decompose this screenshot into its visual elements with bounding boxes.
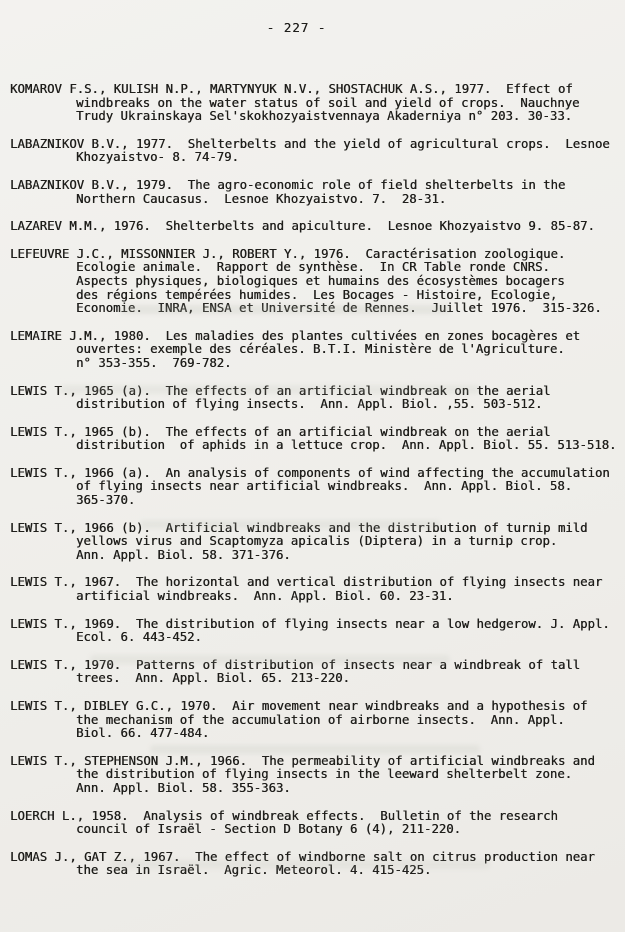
reference-entry <box>10 851 623 878</box>
reference-line: the mechanism of the accumulation of airborne insects. Ann. Appl. <box>76 712 565 727</box>
reference-line: the sea in Israël. Agric. Meteorol. 4. 415-425. <box>76 863 432 878</box>
reference-line: LEWIS T., STEPHENSON J.M., 1966. The permeability of artificial windbreaks and <box>10 753 595 768</box>
reference-entry <box>10 810 623 837</box>
reference-line: LEWIS T., 1970. Patterns of distribution of insects near a windbreak of tall <box>10 657 581 672</box>
reference-line: yellows virus and Scaptomyza apicalis (Diptera) in a turnip crop. <box>76 534 558 549</box>
reference-line: n° 353-355. 769-782. <box>76 355 232 370</box>
reference-line: KOMAROV F.S., KULISH N.P., MARTYNYUK N.V., SHOSTACHUK A.S., 1977. Effect of <box>10 82 573 96</box>
reference-entry <box>10 700 623 741</box>
reference-line: Northern Caucasus. Lesnoe Khozyaistvo. 7. 28-31. <box>76 191 447 206</box>
reference-entry <box>10 385 623 412</box>
reference-line: of flying insects near artificial windbreaks. Ann. Appl. Biol. 58. <box>76 479 573 494</box>
reference-line: LEWIS T., 1967. The horizontal and vertical distribution of flying insects near <box>10 575 603 590</box>
reference-entry <box>10 330 623 371</box>
reference-line: LEWIS T., 1966 (a). An analysis of components of wind affecting the accumulation <box>10 465 610 480</box>
reference-line: Trudy Ukrainskaya Sel'skokhozyaistvennaya Akaderniya n° 203. 30-33. <box>76 109 573 124</box>
reference-line: Aspects physiques, biologiques et humains des écosystèmes bocagers <box>76 273 565 288</box>
reference-entry <box>10 426 623 453</box>
reference-line: Ecologie animale. Rapport de synthèse. In CR Table ronde CNRS. <box>76 260 550 275</box>
reference-line: windbreaks on the water status of soil and yield of crops. Nauchnye <box>76 95 580 110</box>
reference-entry <box>10 576 623 603</box>
reference-line: distribution of aphids in a lettuce crop. Ann. Appl. Biol. 55. 513-518. <box>76 438 617 453</box>
reference-line: trees. Ann. Appl. Biol. 65. 213-220. <box>76 671 350 686</box>
reference-line: LABAZNIKOV B.V., 1979. The agro-economic role of field shelterbelts in the <box>10 177 566 192</box>
reference-entry <box>10 618 623 645</box>
reference-line: LEWIS T., 1965 (b). The effects of an artificial windbreak on the aerial <box>10 424 551 439</box>
reference-entry <box>10 220 623 234</box>
reference-line: ouvertes: exemple des céréales. B.T.I. Ministère de l'Agriculture. <box>76 342 565 357</box>
reference-line: the distribution of flying insects in the leeward shelterbelt zone. <box>76 767 573 782</box>
page-number: - 227 - <box>266 20 327 35</box>
reference-line: Khozyaistvo- 8. 74-79. <box>76 150 239 165</box>
reference-entry <box>10 138 623 165</box>
reference-entry <box>10 248 623 316</box>
reference-line: council of Israël - Section D Botany 6 (4), 211-220. <box>76 822 461 837</box>
reference-line: LAZAREV M.M., 1976. Shelterbelts and apiculture. Lesnoe Khozyaistvo 9. 85-87. <box>10 219 595 234</box>
reference-line: LEWIS T., 1966 (b). Artificial windbreaks and the distribution of turnip mild <box>10 520 588 535</box>
reference-line: Ecol. 6. 443-452. <box>76 630 202 645</box>
reference-entry <box>10 755 623 796</box>
reference-entry <box>10 467 623 508</box>
reference-line: LABAZNIKOV B.V., 1977. Shelterbelts and the yield of agricultural crops. Lesnoe <box>10 136 610 151</box>
reference-line: LEWIS T., 1969. The distribution of flying insects near a low hedgerow. J. Appl. <box>10 616 610 631</box>
reference-line: artificial windbreaks. Ann. Appl. Biol. 60. 23-31. <box>76 589 454 604</box>
reference-line: des régions tempérées humides. Les Bocages - Histoire, Ecologie, <box>76 287 558 302</box>
reference-line: distribution of flying insects. Ann. Appl. Biol. ,55. 503-512. <box>76 397 543 412</box>
reference-line: Ann. Appl. Biol. 58. 371-376. <box>76 547 291 562</box>
reference-line: LEWIS T., 1965 (a). The effects of an artificial windbreak on the aerial <box>10 383 551 398</box>
reference-entry <box>10 179 623 206</box>
reference-line: Economie. INRA, ENSA et Université de Rennes. Juillet 1976. 315-326. <box>76 301 602 316</box>
reference-line: 365-370. <box>76 493 136 508</box>
reference-entry <box>10 83 623 124</box>
reference-line: LEWIS T., DIBLEY G.C., 1970. Air movement near windbreaks and a hypothesis of <box>10 699 588 713</box>
reference-line: LEFEUVRE J.C., MISSONNIER J., ROBERT Y., 1976. Caractérisation zoologique. <box>10 246 566 261</box>
reference-line: Ann. Appl. Biol. 58. 355-363. <box>76 780 291 795</box>
reference-line: LEMAIRE J.M., 1980. Les maladies des plantes cultivées en zones bocagères et <box>10 328 581 343</box>
reference-line: Biol. 66. 477-484. <box>76 726 210 741</box>
reference-line: LOERCH L., 1958. Analysis of windbreak effects. Bulletin of the research <box>10 808 558 823</box>
reference-entry <box>10 659 623 686</box>
reference-list <box>0 83 625 878</box>
reference-entry <box>10 522 623 563</box>
reference-line: LOMAS J., GAT Z., 1967. The effect of windborne salt on citrus production near <box>10 849 595 864</box>
